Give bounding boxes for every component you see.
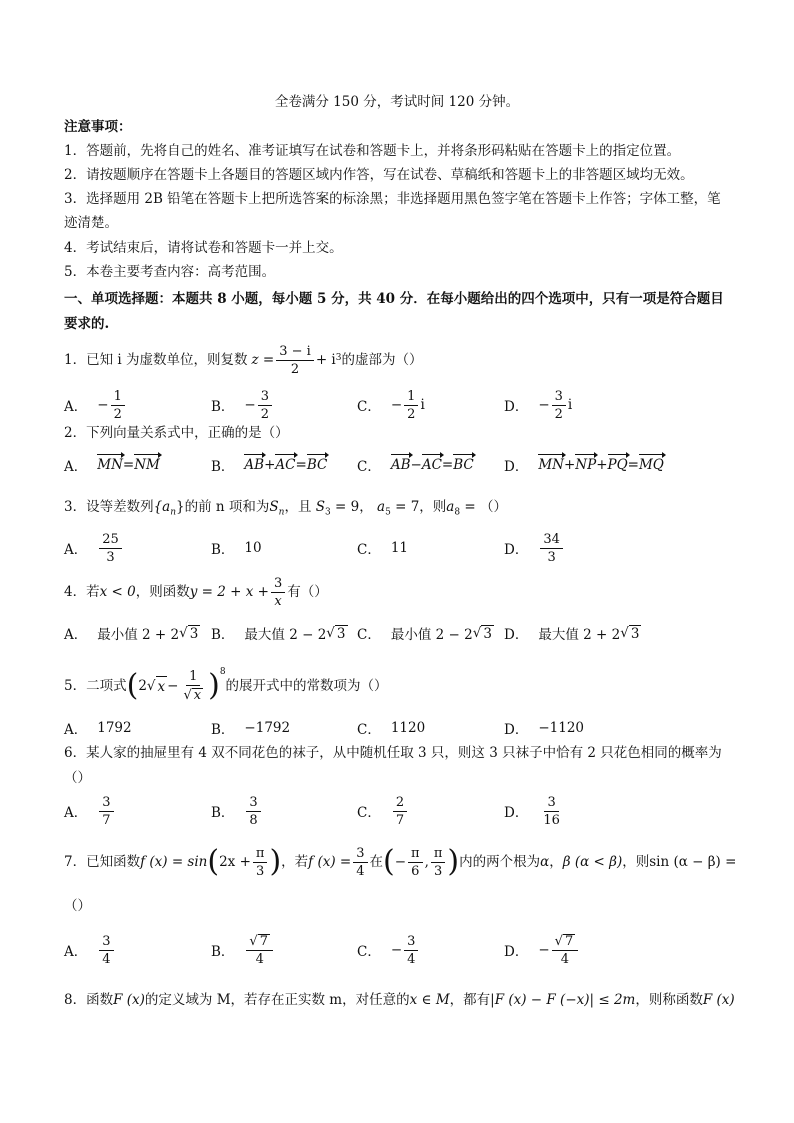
option-label: D． [504, 722, 529, 738]
q3-seq-sub: n [170, 507, 177, 518]
option-den: 4 [102, 951, 111, 967]
option-num: 34 [540, 533, 563, 549]
q6-option-a[interactable] [64, 791, 116, 831]
q1-fraction [276, 345, 314, 376]
q8-text: ，则称函数 [635, 992, 703, 1008]
q7-option-b[interactable] [211, 930, 275, 970]
q5-fraction [180, 670, 206, 702]
q1-option-b[interactable] [211, 385, 274, 425]
option-label: D． [504, 805, 529, 821]
q3-ask-tail: = （） [460, 499, 507, 515]
q3-text: 3．设等差数列 [64, 499, 154, 515]
option-text: 最大值 2 − 2 [244, 627, 327, 643]
notice-item: 3．选择题用 2B 铅笔在答题卡上把所选答案的标涂黑；非选择题用黑色签字笔在答题卡上作答；字体工整，笔 [64, 191, 721, 207]
option-fraction [540, 796, 563, 827]
option-label: C． [357, 805, 381, 821]
q7-options [64, 930, 744, 970]
q1-tail2: 的虚部为（） [341, 352, 423, 368]
option-radicand: 3 [483, 625, 492, 642]
option-label: C． [357, 399, 381, 415]
q4-option-d[interactable] [504, 618, 641, 648]
q1-option-a[interactable] [64, 385, 127, 425]
q1-z: z = [251, 352, 275, 368]
notice-item: 4．考试结束后，请将试卷和答题卡一并上交。 [64, 240, 343, 256]
q7-value [353, 847, 367, 878]
q7-text: 内的两个根为 [459, 854, 541, 870]
q7-sign: − [394, 854, 407, 870]
q5-options [64, 716, 744, 740]
option-num [246, 934, 273, 951]
q3-option-a[interactable] [64, 528, 124, 568]
question-8 [64, 990, 735, 1010]
q7-num: 3 [353, 847, 367, 863]
option-num: 3 [246, 796, 260, 812]
q7-beta: β (α < β) [562, 854, 623, 870]
q3-cond-val: = 9 [330, 499, 360, 515]
q3-option-b[interactable] [211, 528, 262, 568]
option-label: C． [357, 722, 381, 738]
option-label: B． [211, 944, 235, 960]
sqrt-icon: √ [183, 688, 192, 703]
option-den: 3 [106, 549, 115, 565]
paren-open-icon: ( [383, 844, 395, 879]
vector: BC [306, 457, 328, 473]
option-den: 2 [113, 406, 122, 422]
option-num: 3 [404, 935, 418, 951]
option-den: 2 [554, 406, 563, 422]
q7-feq: f (x) = [308, 854, 352, 870]
paren-open-icon: ( [126, 668, 139, 703]
q7-num: π [408, 847, 423, 863]
option-label: B． [211, 627, 235, 643]
section-heading: 一、单项选择题：本题共 8 小题，每小题 5 分，共 40 分．在每小题给出的四个选项中，只有一项是符合题目 [64, 291, 724, 307]
q7-text: 7．已知函数 [64, 854, 141, 870]
option-label: D． [504, 542, 529, 558]
q5-den-rad: x [193, 688, 202, 703]
vector: AC [421, 457, 442, 473]
q5-den [180, 686, 206, 702]
option-radicand: 3 [336, 625, 346, 642]
option-radicand: 7 [564, 934, 574, 949]
vector: BC [453, 457, 474, 473]
option-text: 最大值 2 + 2 [538, 627, 621, 643]
option-den: 3 [547, 549, 556, 565]
question-7: 7．已知函数 f (x) = sin ( 2x + $\frac{\pi}{3}$ ) ，若 f (x) = $\frac{3}{4}$ 在 ( − $\frac{\pi}{6}$ , $\frac{\pi}{3}$ ) 内的两个根为 α ， β (α < β) ，则 sin (α − β) = [64, 844, 737, 879]
q7-ask: sin (α − β) = [649, 854, 737, 870]
option-fraction [552, 934, 579, 966]
option-radicand: 7 [259, 934, 268, 949]
q3-text: 的前 n 项和为 [184, 499, 270, 515]
q3-seq: {a [153, 499, 171, 515]
option-num: 3 [99, 935, 113, 951]
option-fraction [246, 796, 260, 827]
q8-func: F (x) [113, 992, 145, 1008]
q8-func: F (x) [702, 992, 735, 1008]
q7-num: π [253, 847, 268, 863]
option-value: 1120 [390, 720, 426, 736]
option-label: C． [357, 627, 381, 643]
question-4 [64, 572, 732, 612]
notice-item: 5．本卷主要考查内容：高考范围。 [64, 264, 276, 280]
option-num [552, 934, 579, 951]
q1-den: 2 [290, 361, 300, 377]
vector: AC [275, 457, 296, 473]
q7-option-a[interactable] [64, 930, 116, 970]
operator: = [627, 457, 639, 473]
option-fraction [404, 935, 418, 966]
option-label: B． [211, 399, 235, 415]
sqrt-icon: √ [620, 625, 629, 641]
option-num: 3 [552, 390, 566, 406]
option-sign: − [390, 397, 403, 413]
q2-option-d[interactable] [504, 447, 664, 483]
q7-text: ，则 [622, 854, 650, 870]
option-fraction [552, 390, 566, 421]
q5-option-a[interactable] [64, 716, 132, 740]
option-fraction [99, 533, 122, 564]
q4-option-c[interactable] [357, 618, 494, 648]
paren-open-icon: ( [207, 844, 220, 879]
option-num: 2 [393, 796, 407, 812]
option-den: 8 [249, 812, 258, 828]
q1-num: 3 − i [276, 345, 314, 361]
operator: = [295, 457, 307, 473]
option-den: 7 [395, 812, 405, 828]
option-den: 4 [407, 951, 416, 967]
option-fraction [393, 796, 407, 827]
option-label: A． [64, 459, 88, 475]
option-unit: i [567, 397, 573, 413]
paren-close-icon: ) [269, 844, 282, 879]
sqrt-icon: √ [472, 625, 482, 641]
q7-num: π [431, 847, 446, 863]
vector: NM [134, 457, 160, 473]
q5-text: 5．二项式 [64, 678, 127, 694]
q4-text: 4．若 [64, 584, 100, 600]
option-num: 3 [258, 390, 272, 406]
option-label: B． [211, 542, 235, 558]
question-5 [64, 660, 732, 712]
question-6-cont: （） [64, 770, 91, 786]
q3-cond: S [315, 499, 325, 515]
q8-text: 的定义域为 M，若存在正实数 m，对任意的 [144, 992, 410, 1008]
option-value: −1120 [538, 720, 584, 736]
option-unit: i [420, 397, 425, 413]
q3-cond-val: = 7 [390, 499, 420, 515]
option-den: 16 [543, 812, 560, 828]
q2-options [64, 447, 744, 483]
q5-option-c[interactable] [357, 716, 425, 740]
option-num: 25 [99, 533, 122, 549]
q5-exp: 8 [219, 667, 226, 677]
q4-option-a[interactable] [64, 618, 200, 648]
sqrt-icon: √ [146, 678, 156, 694]
option-den: 2 [407, 406, 416, 422]
q1-options [64, 385, 744, 425]
option-label: A． [64, 722, 88, 738]
notice-heading: 注意事项： [64, 119, 132, 135]
option-den: 4 [255, 952, 264, 967]
option-text: 最小值 2 + 2 [97, 627, 180, 643]
q7-den: 3 [256, 863, 265, 879]
q7-interval-lo [408, 847, 423, 878]
option-label: C． [357, 459, 381, 475]
q7-den: 4 [356, 863, 365, 879]
q3-text: ，则 [419, 499, 447, 515]
option-fraction [258, 390, 272, 421]
option-label: A． [64, 399, 88, 415]
q4-func: y = 2 + x + [189, 584, 269, 600]
vector: MN [538, 457, 564, 473]
option-value: 10 [244, 540, 262, 556]
q7-option-c[interactable] [357, 930, 420, 970]
option-value: 1792 [97, 720, 132, 736]
vector: AB [244, 457, 265, 473]
notice-item: 迹清楚。 [64, 215, 118, 231]
paren-close-icon: ) [447, 844, 460, 879]
operator: = [441, 457, 454, 473]
q3-s-sub: n [278, 507, 285, 518]
q6-options [64, 791, 744, 831]
option-num: 3 [99, 796, 113, 812]
q3-ask: a [446, 499, 455, 515]
option-label: A． [64, 944, 88, 960]
q3-s: S [269, 499, 279, 515]
sqrt-icon: √ [554, 934, 563, 949]
option-radicand: 3 [189, 625, 199, 642]
q5-rad: x [156, 676, 168, 697]
vector: AB [390, 457, 411, 473]
q3-options [64, 528, 744, 568]
q4-option-b[interactable] [211, 618, 348, 648]
option-value: −1792 [244, 720, 291, 736]
option-num: 1 [404, 390, 418, 406]
option-label: D． [504, 627, 529, 643]
q5-option-b[interactable] [211, 716, 290, 740]
q4-fraction [271, 577, 285, 608]
q6-option-c[interactable] [357, 791, 409, 831]
q7-text: 在 [369, 854, 383, 870]
option-fraction [99, 935, 113, 966]
q7-option-d[interactable] [504, 930, 580, 970]
option-sign: − [97, 397, 109, 413]
option-fraction [540, 533, 563, 564]
q7-inner: 2x + [219, 854, 251, 870]
section-heading-cont: 要求的. [64, 316, 110, 332]
option-sign: − [538, 397, 550, 413]
operator: + [563, 457, 576, 473]
q3-option-c[interactable] [357, 528, 408, 568]
q1-prefix: 1．已知 i 为虚数单位，则复数 [64, 352, 248, 368]
option-label: A． [64, 542, 88, 558]
option-den: 7 [102, 812, 111, 828]
option-label: B． [211, 805, 235, 821]
option-label: B． [211, 459, 235, 475]
q6-option-b[interactable] [211, 791, 263, 831]
option-sign: − [390, 942, 403, 958]
option-fraction [404, 390, 418, 421]
q7-den: 6 [411, 863, 420, 879]
q4-den: x [274, 593, 282, 609]
option-label: D． [504, 459, 529, 475]
q7-alpha: α [540, 854, 550, 870]
q6-option-d[interactable] [504, 791, 565, 831]
notice-item: 2．请按题顺序在答题卡上各题目的答题区域内作答，写在试卷、草稿纸和答题卡上的非答题区域均无效。 [64, 167, 694, 183]
option-fraction [99, 796, 113, 827]
vector: MN [97, 457, 123, 473]
q5-coef: 2 [138, 678, 147, 694]
q5-num: 1 [186, 670, 200, 686]
question-7-cont: （） [64, 898, 91, 914]
option-text: 最小值 2 − 2 [390, 627, 473, 643]
option-radicand: 3 [630, 625, 640, 642]
option-label: C． [357, 944, 381, 960]
notice-item: 1．答题前，先将自己的姓名、准考证填写在试卷和答题卡上，并将条形码粘贴在答题卡上的指定位置。 [64, 143, 681, 159]
option-num: 3 [544, 796, 558, 812]
q5-option-d[interactable] [504, 716, 584, 740]
q3-text: ，且 [284, 499, 312, 515]
q5-text: 的展开式中的常数项为（） [225, 678, 388, 694]
option-value: 11 [390, 540, 409, 556]
q7-text: ， [549, 854, 563, 870]
q4-cond: x < 0 [99, 584, 136, 600]
paren-close-icon: ) [208, 668, 220, 703]
option-label: D． [504, 399, 529, 415]
q8-cond: x ∈ M [409, 992, 450, 1008]
q8-ineq: |F (x) − F (−x)| ≤ 2m [490, 992, 636, 1008]
q2-option-c[interactable] [357, 447, 474, 483]
q7-func: f (x) = sin [140, 854, 208, 870]
q7-fraction [253, 847, 268, 878]
q5-minus: − [167, 678, 179, 694]
option-label: B． [211, 722, 235, 738]
q4-text: 有（） [287, 584, 328, 600]
option-fraction [246, 934, 273, 966]
sqrt-icon: √ [249, 934, 258, 949]
q1-option-d[interactable] [504, 385, 572, 425]
q7-text: ，若 [281, 854, 309, 870]
option-num: 1 [111, 390, 125, 406]
q3-ask-sub: 8 [454, 507, 461, 518]
operator: = [122, 457, 135, 473]
q3-option-d[interactable] [504, 528, 565, 568]
option-sign: − [244, 397, 256, 413]
q1-option-c[interactable] [357, 385, 425, 425]
q2-option-b[interactable] [211, 447, 327, 483]
q3-cond: a [377, 499, 386, 515]
q7-den: 3 [434, 863, 443, 879]
question-6: 6．某人家的抽屉里有 4 双不同花色的袜子，从中随机任取 3 只，则这 3 只袜子中恰有 2 只花色相同的概率为 [64, 745, 722, 761]
exam-header: 全卷满分 150 分，考试时间 120 分钟。 [274, 94, 520, 110]
vector: MQ [638, 457, 664, 473]
option-den: 4 [560, 952, 570, 967]
q7-interval-hi [431, 847, 446, 878]
q4-options [64, 618, 744, 648]
q1-exp: 3 [335, 353, 342, 363]
question-1 [64, 340, 732, 380]
option-label: C． [357, 542, 381, 558]
q4-num: 3 [271, 577, 285, 593]
option-label: D． [504, 944, 529, 960]
operator: + [264, 457, 276, 473]
option-label: A． [64, 627, 88, 643]
option-label: A． [64, 805, 88, 821]
operator: − [410, 457, 422, 473]
vector: NP [575, 457, 597, 473]
q4-text: ，则函数 [135, 584, 190, 600]
vector: PQ [607, 457, 628, 473]
q8-text: ，都有 [449, 992, 491, 1008]
q2-option-a[interactable] [64, 447, 160, 483]
question-2: 2．下列向量关系式中，正确的是（） [64, 425, 289, 441]
q3-seq-close: } [176, 499, 185, 515]
sqrt-icon: √ [179, 625, 188, 641]
question-3: 3．设等差数列$\{a_n\}$的前 n 项和为$S_n$，且 $S_3 = 9$， $a_5 = 7$，则$a_8$ = （） [64, 499, 507, 518]
q8-text: 8．函数 [64, 992, 114, 1008]
sqrt-icon: √ [326, 625, 335, 641]
q1-tail: + i [315, 352, 336, 368]
option-den: 2 [260, 406, 270, 422]
q3-cond-sub: 3 [325, 507, 331, 518]
option-fraction [111, 390, 125, 421]
q3-cond-sub: 5 [385, 507, 391, 518]
option-sign: − [538, 942, 550, 958]
operator: + [596, 457, 608, 473]
